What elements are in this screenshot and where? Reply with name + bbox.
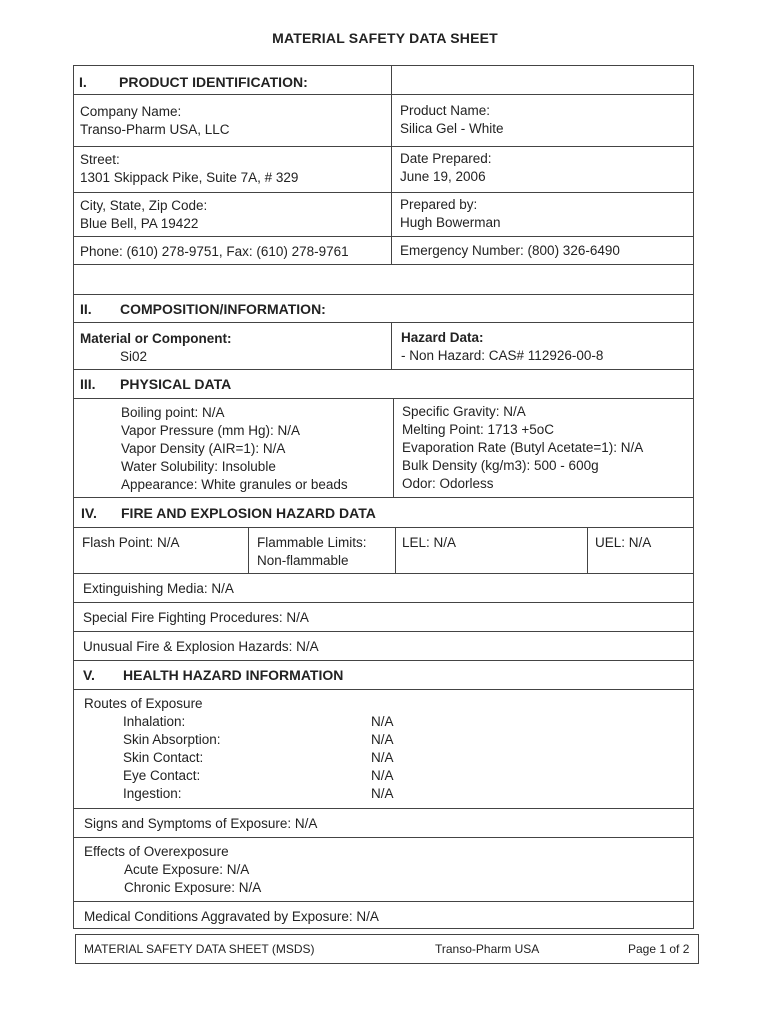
footer-company: Transo-Pharm USA: [435, 942, 540, 956]
section-4-heading: [81, 505, 376, 521]
divider: [73, 192, 694, 193]
physical-property: Evaporation Rate (Butyl Acetate=1): N/A: [402, 440, 644, 455]
divider: [73, 294, 694, 295]
section-title: HEALTH HAZARD INFORMATION: [123, 667, 344, 683]
divider: [73, 660, 694, 661]
street-label: Street:: [80, 152, 120, 167]
divider: [73, 573, 694, 574]
footer-document-name: MATERIAL SAFETY DATA SHEET (MSDS): [84, 942, 315, 956]
date-prepared-value: June 19, 2006: [400, 169, 486, 184]
divider: [73, 398, 694, 399]
section-number: V.: [83, 667, 95, 683]
section-title: COMPOSITION/INFORMATION:: [120, 301, 326, 317]
divider: [73, 689, 694, 690]
physical-property: Odor: Odorless: [402, 476, 494, 491]
physical-property: Appearance: White granules or beads: [121, 477, 348, 492]
column-divider: [248, 527, 249, 573]
lel-value: LEL: N/A: [402, 535, 457, 550]
exposure-route-value: N/A: [371, 732, 394, 747]
emergency-number: Emergency Number: (800) 326-6490: [400, 243, 620, 258]
footer-page-number: Page 1 of 2: [628, 942, 690, 956]
column-divider: [391, 65, 392, 264]
exposure-route-name: Skin Absorption:: [123, 732, 221, 747]
physical-property: Vapor Density (AIR=1): N/A: [121, 441, 286, 456]
section-number: II.: [80, 301, 92, 317]
divider: [73, 94, 694, 95]
physical-property: Melting Point: 1713 +5oC: [402, 422, 554, 437]
divider: [73, 808, 694, 809]
section-5-heading: [83, 667, 343, 683]
physical-property: Vapor Pressure (mm Hg): N/A: [121, 423, 301, 438]
prepared-by-label: Prepared by:: [400, 197, 478, 212]
flammable-limits-value: Non-flammable: [257, 553, 349, 568]
city-state-zip-label: City, State, Zip Code:: [80, 198, 208, 213]
acute-exposure: Acute Exposure: N/A: [124, 862, 250, 877]
flammable-limits-label: Flammable Limits:: [257, 535, 367, 550]
document-title: MATERIAL SAFETY DATA SHEET: [272, 30, 498, 46]
section-3-heading: [80, 376, 231, 392]
column-divider: [393, 398, 394, 497]
divider: [73, 322, 694, 323]
divider: [73, 236, 694, 237]
signs-and-symptoms: Signs and Symptoms of Exposure: N/A: [84, 816, 318, 831]
divider: [73, 146, 694, 147]
divider: [73, 369, 694, 370]
section-title: PHYSICAL DATA: [120, 376, 232, 392]
section-1-heading: [79, 74, 308, 90]
exposure-route-name: Skin Contact:: [123, 750, 204, 765]
exposure-route-value: N/A: [371, 768, 394, 783]
divider: [73, 497, 694, 498]
section-number: III.: [80, 376, 96, 392]
divider: [73, 837, 694, 838]
prepared-by-value: Hugh Bowerman: [400, 215, 501, 230]
medical-conditions-aggravated: Medical Conditions Aggravated by Exposure: N/A: [84, 909, 379, 924]
city-state-zip-value: Blue Bell, PA 19422: [80, 216, 199, 231]
divider: [73, 901, 694, 902]
special-fire-fighting-procedures: Special Fire Fighting Procedures: N/A: [83, 610, 309, 625]
column-divider: [395, 527, 396, 573]
column-divider: [587, 527, 588, 573]
physical-data-right-list: [402, 403, 643, 493]
flash-point: Flash Point: N/A: [82, 535, 180, 550]
exposure-route-value: N/A: [371, 714, 394, 729]
hazard-data-label: Hazard Data:: [401, 330, 484, 345]
divider: [73, 631, 694, 632]
effects-of-overexposure-label: Effects of Overexposure: [84, 844, 229, 859]
section-title: FIRE AND EXPLOSION HAZARD DATA: [121, 505, 376, 521]
routes-of-exposure-label: Routes of Exposure: [84, 696, 203, 711]
section-title: PRODUCT IDENTIFICATION:: [119, 74, 308, 90]
product-name-label: Product Name:: [400, 103, 491, 118]
material-component-label: Material or Component:: [80, 331, 232, 346]
physical-property: Boiling point: N/A: [121, 405, 225, 420]
exposure-route-value: N/A: [371, 750, 394, 765]
company-name-value: Transo-Pharm USA, LLC: [80, 122, 230, 137]
physical-property: Bulk Density (kg/m3): 500 - 600g: [402, 458, 599, 473]
product-name-value: Silica Gel - White: [400, 121, 504, 136]
exposure-routes-list: [123, 713, 221, 803]
company-name-label: Company Name:: [80, 104, 182, 119]
column-divider: [391, 322, 392, 369]
exposure-route-value: N/A: [371, 786, 394, 801]
chronic-exposure: Chronic Exposure: N/A: [124, 880, 262, 895]
divider: [73, 527, 694, 528]
exposure-route-name: Eye Contact:: [123, 768, 201, 783]
extinguishing-media: Extinguishing Media: N/A: [83, 581, 234, 596]
divider: [73, 264, 694, 265]
material-component-value: Si02: [120, 349, 148, 364]
physical-data-left-list: [121, 404, 348, 494]
exposure-route-name: Inhalation:: [123, 714, 186, 729]
divider: [73, 602, 694, 603]
section-2-heading: [80, 301, 326, 317]
section-number: IV.: [81, 505, 97, 521]
street-value: 1301 Skippack Pike, Suite 7A, # 329: [80, 170, 299, 185]
uel-value: UEL: N/A: [595, 535, 652, 550]
date-prepared-label: Date Prepared:: [400, 151, 492, 166]
unusual-fire-explosion-hazards: Unusual Fire & Explosion Hazards: N/A: [83, 639, 319, 654]
exposure-routes-values: [371, 713, 394, 803]
physical-property: Specific Gravity: N/A: [402, 404, 526, 419]
exposure-route-name: Ingestion:: [123, 786, 182, 801]
section-number: I.: [79, 74, 87, 90]
phone-fax: Phone: (610) 278-9751, Fax: (610) 278-9761: [80, 244, 349, 259]
physical-property: Water Solubility: Insoluble: [121, 459, 276, 474]
hazard-data-value: - Non Hazard: CAS# 112926-00-8: [401, 348, 604, 363]
